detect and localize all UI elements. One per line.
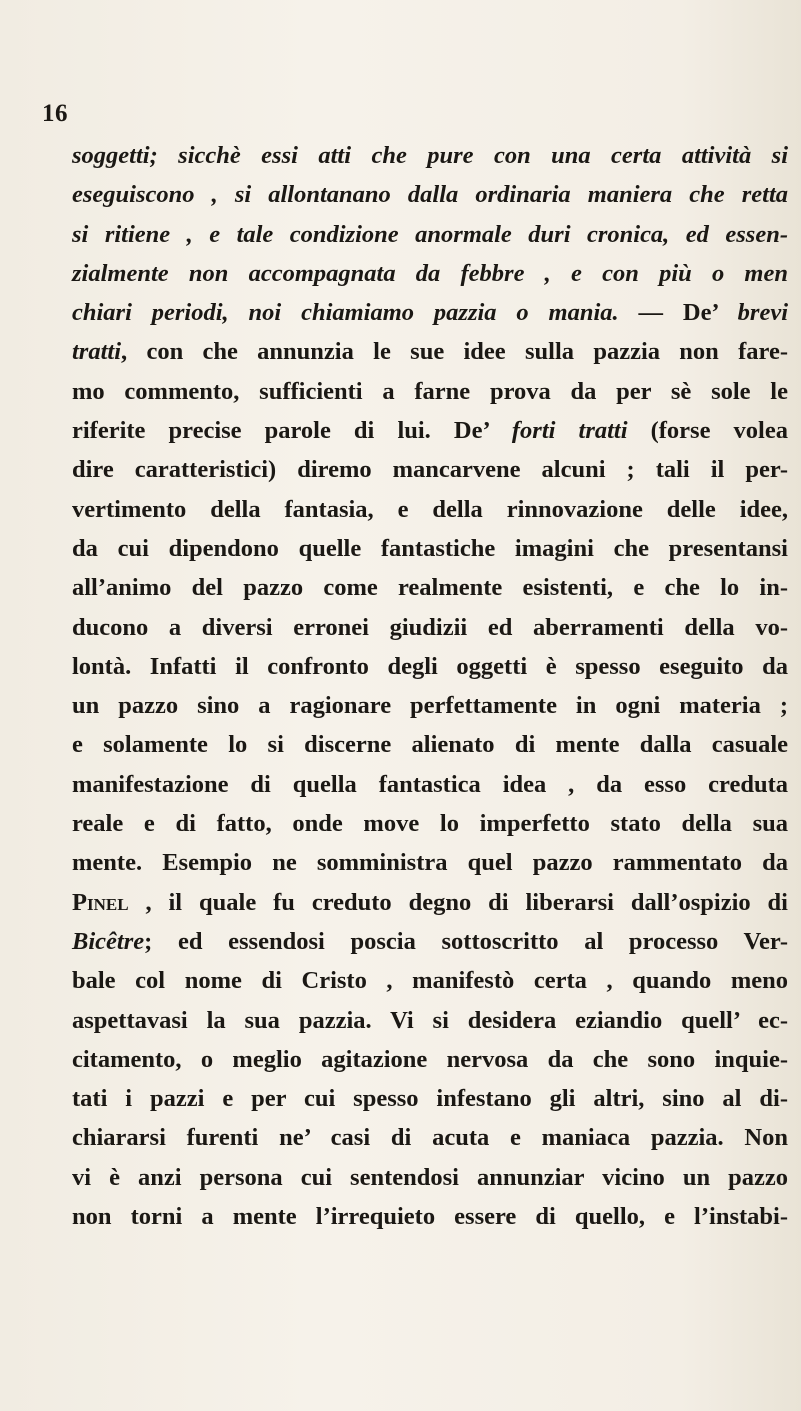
text-line: [72, 372, 788, 411]
text-line: [72, 568, 788, 607]
text-segment: tati i pazzi e per cui spesso infestano gli altri, sino al di-: [72, 1085, 788, 1113]
text-segment: — De’: [618, 299, 738, 327]
text-line: [72, 922, 788, 961]
text-segment: lontà. Infatti il confronto degli oggetti è spesso eseguito da: [72, 652, 788, 680]
text-line: [72, 490, 788, 529]
text-line: [72, 883, 788, 922]
italic-text: zialmente non accompagnata da febbre , e con più o men: [72, 259, 788, 287]
text-line: [72, 332, 788, 371]
text-segment: mo commento, sufficienti a farne prova da per sè sole le: [72, 377, 788, 405]
text-segment: Pinel: [72, 888, 129, 916]
text-segment: manifestazione di quella fantastica idea , da esso creduta: [72, 770, 788, 798]
text-segment: all’animo del pazzo come realmente esistenti, e che lo in-: [72, 574, 788, 602]
text-segment: vertimento della fantasia, e della rinnovazione delle idee,: [72, 495, 788, 523]
text-line: [72, 1118, 788, 1157]
text-segment: dire caratteristici) diremo mancarvene alcuni ; tali il per-: [72, 456, 788, 484]
text-segment: chiararsi furenti ne’ casi di acuta e maniaca pazzia. Non: [72, 1124, 788, 1152]
text-line: [72, 725, 788, 764]
italic-text: forti tratti: [511, 417, 628, 445]
text-segment: (forse volea: [627, 417, 788, 445]
text-segment: reale e di fatto, onde move lo imperfetto stato della sua: [72, 810, 788, 838]
text-segment: ducono a diversi erronei giudizii ed aberramenti della vo-: [72, 613, 788, 641]
text-line: [72, 1158, 788, 1197]
text-line: [72, 804, 788, 843]
text-segment: ; ed essendosi poscia sottoscritto al processo Ver-: [144, 927, 788, 955]
text-line: [72, 1001, 788, 1040]
text-segment: bale col nome di Cristo , manifestò certa , quando meno: [72, 967, 788, 995]
text-segment: aspettavasi la sua pazzia. Vi si desidera eziandio quell’ ec-: [72, 1006, 788, 1034]
text-line: [72, 1040, 788, 1079]
italic-text: Bicêtre: [72, 927, 145, 955]
text-line: [72, 293, 788, 332]
text-segment: citamento, o meglio agitazione nervosa da che sono inquie-: [72, 1045, 788, 1073]
text-segment: non torni a mente l’irrequieto essere di quello, e l’instabi-: [72, 1203, 788, 1231]
page-number: 16: [42, 100, 68, 127]
text-segment: , il quale fu creduto degno di liberarsi dall’ospizio di: [128, 888, 788, 916]
text-line: [72, 1079, 788, 1118]
text-segment: , con che annunzia le sue idee sulla pazzia non fare-: [121, 338, 788, 366]
italic-text: tratti: [72, 338, 122, 366]
text-line: [72, 450, 788, 489]
italic-text: soggetti; sicchè essi atti che pure con una certa attività si: [72, 142, 788, 169]
text-segment: mente. Esempio ne somministra quel pazzo rammentato da: [72, 849, 788, 877]
text-line: [72, 136, 788, 175]
text-line: [72, 411, 788, 450]
text-line: [72, 843, 788, 882]
text-line: [72, 765, 788, 804]
text-line: [72, 175, 788, 214]
text-segment: un pazzo sino a ragionare perfettamente in ogni materia ;: [72, 692, 788, 720]
text-line: [72, 608, 788, 647]
text-line: [72, 686, 788, 725]
text-line: [72, 1197, 788, 1236]
body-text: [72, 136, 788, 1236]
text-line: [72, 529, 788, 568]
italic-text: eseguiscono , si allontanano dalla ordinaria maniera che retta: [72, 181, 788, 209]
text-line: [72, 254, 788, 293]
text-line: [72, 215, 788, 254]
text-segment: vi è anzi persona cui sentendosi annunziar vicino un pazzo: [72, 1163, 788, 1191]
text-segment: riferite precise parole di lui. De’: [72, 417, 512, 445]
italic-text: brevi: [737, 299, 788, 327]
text-segment: da cui dipendono quelle fantastiche imagini che presentansi: [72, 534, 788, 562]
italic-text: si ritiene , e tale condizione anormale duri cronica, ed essen-: [72, 220, 788, 248]
text-segment: e solamente lo si discerne alienato di mente dalla casuale: [72, 731, 788, 759]
text-line: [72, 961, 788, 1000]
text-line: [72, 647, 788, 686]
italic-text: chiari periodi, noi chiamiamo pazzia o mania.: [72, 299, 619, 327]
